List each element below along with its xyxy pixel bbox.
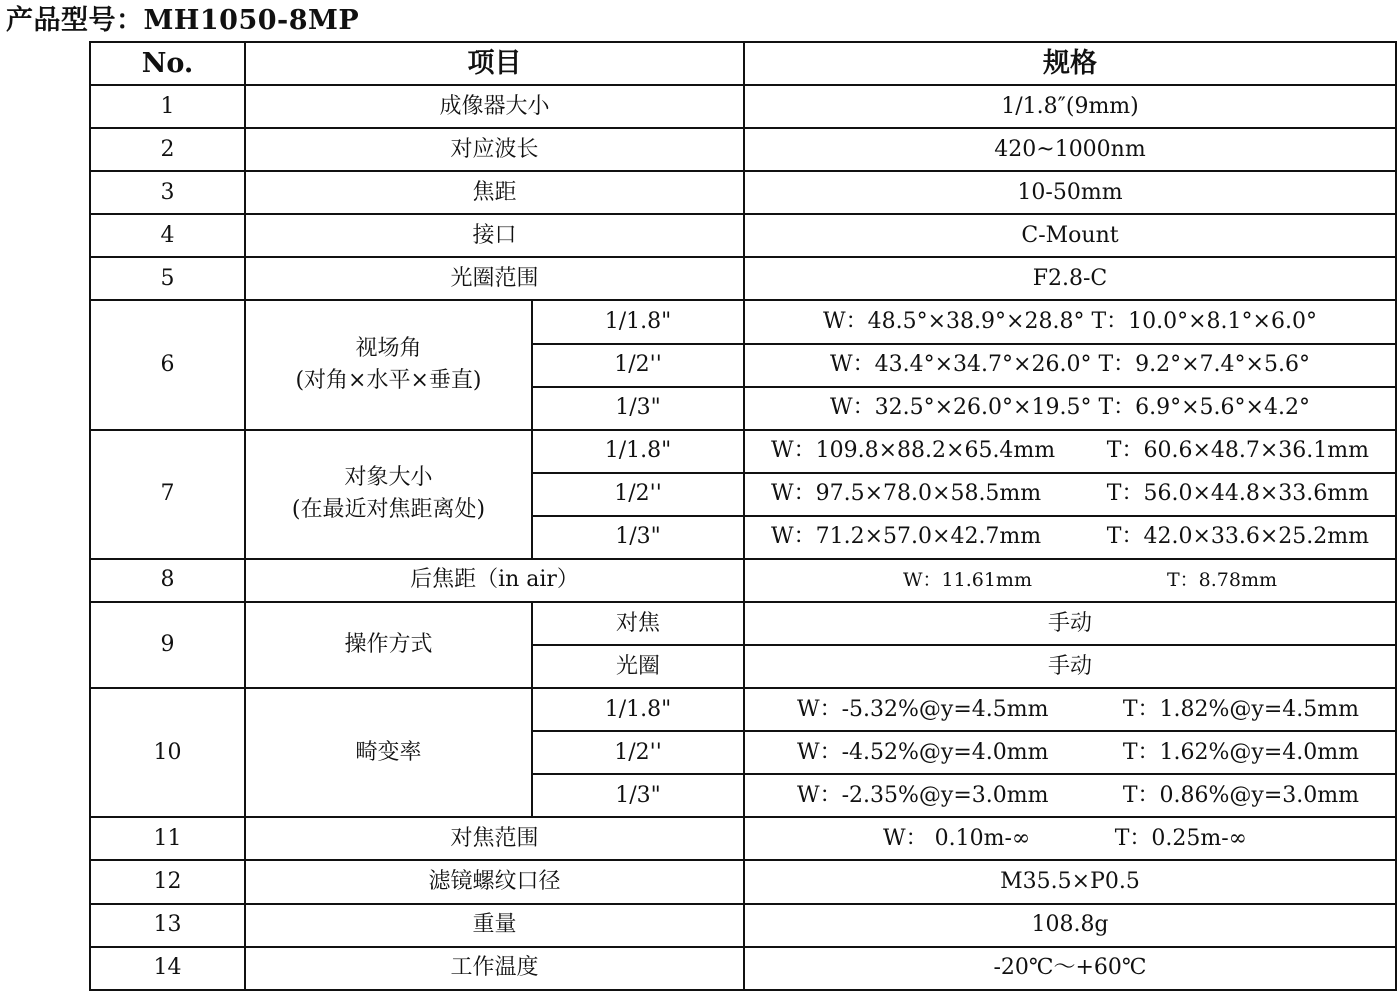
sensor-size: 1/2'' — [532, 473, 744, 516]
row-number: 7 — [90, 430, 245, 559]
table-row — [90, 128, 1396, 171]
tele-value: T：60.6×48.7×36.1mm — [1106, 438, 1369, 464]
table-row — [90, 817, 1396, 860]
spec-value — [744, 817, 1396, 860]
row-number: 2 — [90, 128, 245, 171]
item-label: 工作温度 — [245, 947, 744, 990]
spec-value: W：48.5°×38.9°×28.8° T：10.0°×8.1°×6.0° — [744, 300, 1396, 343]
row-number: 10 — [90, 688, 245, 817]
spec-value: 手动 — [744, 645, 1396, 688]
spec-value: W：43.4°×34.7°×26.0° T：9.2°×7.4°×5.6° — [744, 344, 1396, 387]
wide-value: W：-2.35%@y=3.0mm — [797, 782, 1049, 808]
item-label: 接口 — [245, 214, 744, 257]
item-label: 后焦距（in air） — [245, 559, 744, 602]
tele-value: T：1.82%@y=4.5mm — [1122, 696, 1359, 722]
tele-value: T：56.0×44.8×33.6mm — [1106, 481, 1369, 507]
sensor-size: 1/1.8" — [532, 430, 744, 473]
spec-value: 手动 — [744, 602, 1396, 645]
table-row — [90, 947, 1396, 990]
spec-value — [744, 473, 1396, 516]
spec-value: -20℃～+60℃ — [744, 947, 1396, 990]
row-number: 11 — [90, 817, 245, 860]
tele-value: T：8.78mm — [1166, 569, 1277, 592]
item-label: 光圈范围 — [245, 257, 744, 300]
table-row — [90, 904, 1396, 947]
item-label-line1: 对象大小 — [344, 465, 433, 491]
row-number: 4 — [90, 214, 245, 257]
item-label: 成像器大小 — [245, 85, 744, 128]
spec-value — [744, 774, 1396, 817]
item-label: 滤镜螺纹口径 — [245, 860, 744, 903]
item-label-line2: (对角×水平×垂直) — [295, 368, 482, 394]
table-row — [90, 171, 1396, 214]
item-label-line2: (在最近对焦距离处) — [291, 497, 486, 523]
table-row — [90, 85, 1396, 128]
row-number: 12 — [90, 860, 245, 903]
row-number: 13 — [90, 904, 245, 947]
wide-value: W：97.5×78.0×58.5mm — [771, 481, 1042, 507]
tele-value: T：1.62%@y=4.0mm — [1122, 739, 1359, 765]
spec-value: M35.5×P0.5 — [744, 860, 1396, 903]
spec-value: W：32.5°×26.0°×19.5° T：6.9°×5.6°×4.2° — [744, 387, 1396, 430]
row-number: 8 — [90, 559, 245, 602]
spec-value — [744, 559, 1396, 602]
item-label: 操作方式 — [245, 602, 532, 688]
sub-item: 光圈 — [532, 645, 744, 688]
item-label: 对焦范围 — [245, 817, 744, 860]
sensor-size: 1/2'' — [532, 731, 744, 774]
header-no: No. — [90, 42, 245, 85]
header-spec: 规格 — [744, 42, 1396, 85]
wide-value: W：-4.52%@y=4.0mm — [797, 739, 1049, 765]
item-label: 对应波长 — [245, 128, 744, 171]
tele-value: T：42.0×33.6×25.2mm — [1106, 524, 1369, 550]
wide-value: W：-5.32%@y=4.5mm — [797, 696, 1049, 722]
item-label — [245, 300, 532, 429]
header-item: 项目 — [245, 42, 744, 85]
tele-value: T：0.25m-∞ — [1114, 825, 1247, 851]
spec-value: 108.8g — [744, 904, 1396, 947]
table-row — [90, 300, 1396, 343]
tele-value: T：0.86%@y=3.0mm — [1122, 782, 1359, 808]
spec-value — [744, 731, 1396, 774]
table-header-row — [90, 42, 1396, 85]
spec-value: C-Mount — [744, 214, 1396, 257]
item-label — [245, 430, 532, 559]
wide-value: W： 0.10m-∞ — [883, 825, 1031, 851]
spec-value: 1/1.8″(9mm) — [744, 85, 1396, 128]
wide-value: W：11.61mm — [903, 569, 1032, 592]
product-model-title: 产品型号：MH1050-8MP — [6, 5, 360, 36]
item-label: 重量 — [245, 904, 744, 947]
table-row — [90, 430, 1396, 473]
wide-value: W：71.2×57.0×42.7mm — [771, 524, 1042, 550]
table-row — [90, 688, 1396, 731]
wide-value: W：109.8×88.2×65.4mm — [771, 438, 1056, 464]
spec-table — [89, 41, 1397, 991]
row-number: 9 — [90, 602, 245, 688]
sensor-size: 1/3" — [532, 774, 744, 817]
row-number: 1 — [90, 85, 245, 128]
spec-value: 10-50mm — [744, 171, 1396, 214]
table-row — [90, 257, 1396, 300]
table-row — [90, 860, 1396, 903]
sensor-size: 1/1.8" — [532, 300, 744, 343]
sub-item: 对焦 — [532, 602, 744, 645]
row-number: 6 — [90, 300, 245, 429]
spec-value — [744, 430, 1396, 473]
table-row — [90, 559, 1396, 602]
sensor-size: 1/3" — [532, 387, 744, 430]
spec-value — [744, 688, 1396, 731]
row-number: 14 — [90, 947, 245, 990]
item-label: 畸变率 — [245, 688, 532, 817]
table-row — [90, 602, 1396, 645]
item-label: 焦距 — [245, 171, 744, 214]
row-number: 5 — [90, 257, 245, 300]
sensor-size: 1/2'' — [532, 344, 744, 387]
sensor-size: 1/1.8" — [532, 688, 744, 731]
table-row — [90, 214, 1396, 257]
spec-value: F2.8-C — [744, 257, 1396, 300]
item-label-line1: 视场角 — [355, 336, 422, 362]
spec-value: 420~1000nm — [744, 128, 1396, 171]
row-number: 3 — [90, 171, 245, 214]
sensor-size: 1/3" — [532, 516, 744, 559]
spec-value — [744, 516, 1396, 559]
